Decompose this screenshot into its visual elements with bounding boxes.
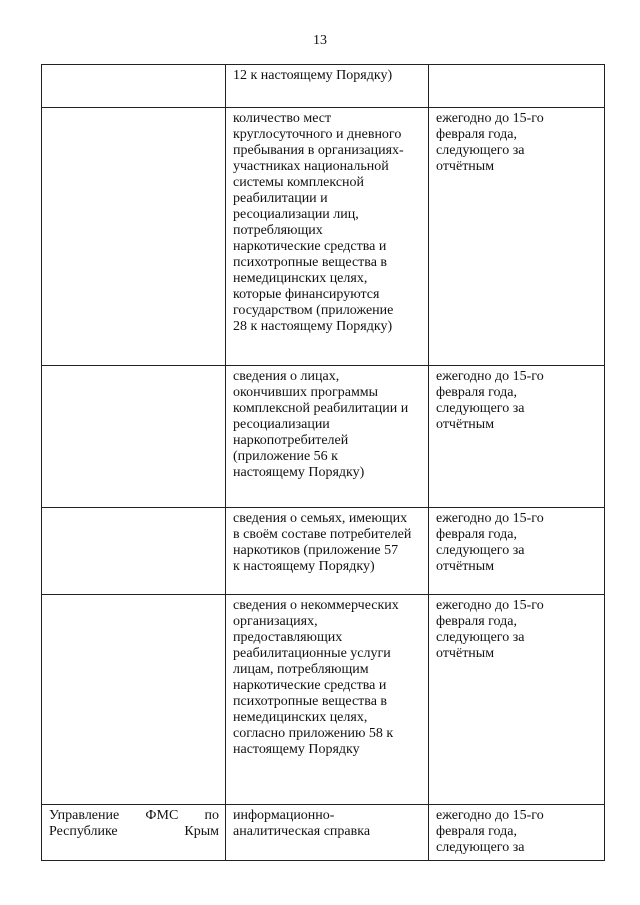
deadline-cell: ежегодно до 15-го февраля года, следующего за отчётным (429, 366, 605, 508)
deadline-cell: ежегодно до 15-го февраля года, следующего за отчётным (429, 595, 605, 805)
org-cell: Управление ФМС по Республике Крым (42, 805, 226, 861)
report-content-cell: сведения о лицах, окончивших программы комплексной реабилитации и ресоциализации наркопотребителей (приложение 56 к настоящему Порядку) (226, 366, 429, 508)
deadline-cell: ежегодно до 15-го февраля года, следующего за (429, 805, 605, 861)
deadline-cell: ежегодно до 15-го февраля года, следующего за отчётным (429, 508, 605, 595)
table-row (42, 108, 605, 366)
org-cell (42, 366, 226, 508)
report-content-cell: количество мест круглосуточного и дневного пребывания в организациях- участниках национальной системы комплексной реабилитации и ресоциализации лиц, потребляющих наркотические средства и психотропные вещества в немедицинских целях, которые финансируются государством (приложение 28 к настоящему Порядку) (226, 108, 429, 366)
reporting-table (41, 64, 605, 861)
table-row (42, 366, 605, 508)
org-cell (42, 65, 226, 108)
report-content-cell: информационно- аналитическая справка (226, 805, 429, 861)
report-content-cell: сведения о некоммерческих организациях, предоставляющих реабилитационные услуги лицам, потребляющим наркотические средства и психотропные вещества в немедицинских целях, согласно приложению 58 к настоящему Порядку (226, 595, 429, 805)
page-number: 13 (313, 33, 327, 48)
table-row (42, 508, 605, 595)
deadline-cell (429, 65, 605, 108)
deadline-cell: ежегодно до 15-го февраля года, следующего за отчётным (429, 108, 605, 366)
table-row (42, 65, 605, 108)
org-cell (42, 595, 226, 805)
report-content-cell: сведения о семьях, имеющих в своём составе потребителей наркотиков (приложение 57 к настоящему Порядку) (226, 508, 429, 595)
org-cell (42, 508, 226, 595)
table-row (42, 595, 605, 805)
report-content-cell: 12 к настоящему Порядку) (226, 65, 429, 108)
org-cell (42, 108, 226, 366)
table-row (42, 805, 605, 861)
